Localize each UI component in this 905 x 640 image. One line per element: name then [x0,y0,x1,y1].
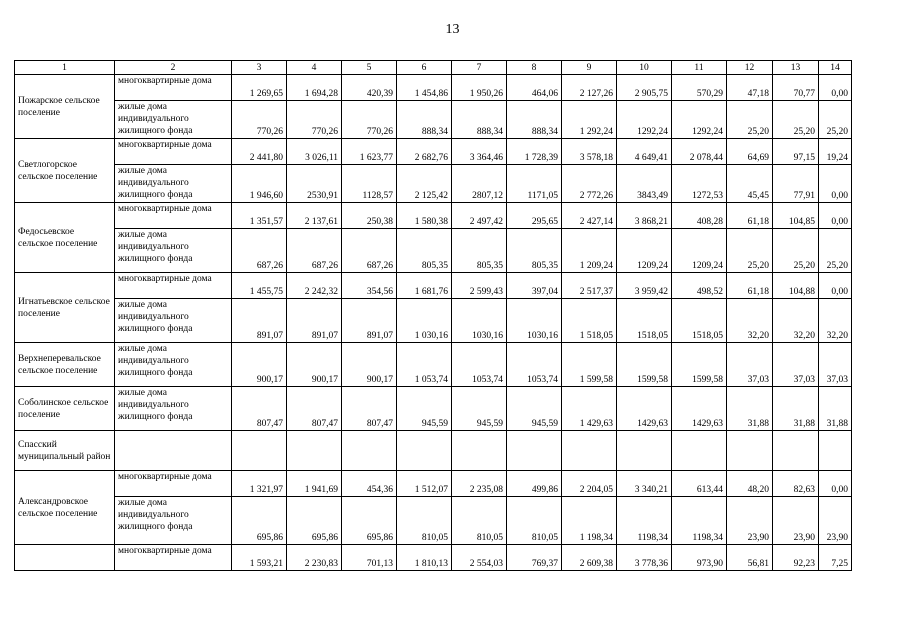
tariff-value-cell: 61,18 [727,273,773,299]
tariff-value-cell: 2 554,03 [452,545,507,571]
tariff-value-cell: 0,00 [819,75,852,101]
tariff-value-cell: 70,77 [773,75,819,101]
tariff-value-cell: 37,03 [819,343,852,387]
tariff-value-cell: 945,59 [397,387,452,431]
tariff-value-cell [342,431,397,471]
tariff-value-cell: 891,07 [342,299,397,343]
housing-type-cell: многоквартирные дома [115,139,232,165]
tariff-value-cell: 2 772,26 [562,165,617,203]
column-number-row [15,61,852,75]
tariff-value-cell: 2 905,75 [617,75,672,101]
municipality-cell: Верхнеперевальское сельское поселение [15,343,115,387]
municipality-cell [15,545,115,571]
tariff-value-cell: 810,05 [507,497,562,545]
table-body [15,75,852,571]
housing-type-cell: многоквартирные дома [115,471,232,497]
tariff-value-cell: 1198,34 [672,497,727,545]
tariff-value-cell: 1 599,58 [562,343,617,387]
tariff-value-cell [562,431,617,471]
table-row [15,431,852,471]
tariff-value-cell: 1 321,97 [232,471,287,497]
tariff-value-cell [232,431,287,471]
tariff-value-cell: 1198,34 [617,497,672,545]
column-number-header: 13 [773,61,819,75]
tariff-value-cell [617,431,672,471]
tariff-value-cell: 1 681,76 [397,273,452,299]
tariff-value-cell: 61,18 [727,203,773,229]
tariff-value-cell: 2 497,42 [452,203,507,229]
municipality-cell: Александровское сельское поселение [15,471,115,545]
tariff-value-cell: 1429,63 [617,387,672,431]
tariff-value-cell: 1272,53 [672,165,727,203]
tariff-value-cell: 701,13 [342,545,397,571]
tariff-value-cell: 695,86 [287,497,342,545]
tariff-value-cell: 2 517,37 [562,273,617,299]
tariff-value-cell: 891,07 [287,299,342,343]
tariff-value-cell: 1128,57 [342,165,397,203]
tariff-value-cell: 45,45 [727,165,773,203]
tariff-value-cell: 973,90 [672,545,727,571]
tariff-value-cell: 2530,91 [287,165,342,203]
tariff-value-cell: 1429,63 [672,387,727,431]
tariff-value-cell: 454,36 [342,471,397,497]
tariff-value-cell: 1030,16 [507,299,562,343]
tariff-value-cell: 1 198,34 [562,497,617,545]
column-number-header: 10 [617,61,672,75]
tariff-value-cell: 1518,05 [617,299,672,343]
tariff-value-cell: 770,26 [342,101,397,139]
tariff-value-cell: 1 623,77 [342,139,397,165]
municipality-cell: Игнатьевское сельское поселение [15,273,115,343]
housing-type-cell: жилые дома индивидуального жилищного фонда [115,497,232,545]
tariff-value-cell: 31,88 [727,387,773,431]
tariff-value-cell: 570,29 [672,75,727,101]
tariff-value-cell: 0,00 [819,165,852,203]
tariff-value-cell: 687,26 [342,229,397,273]
housing-type-cell: жилые дома индивидуального жилищного фонда [115,101,232,139]
tariff-value-cell: 695,86 [232,497,287,545]
municipality-cell: Светлогорское сельское поселение [15,139,115,203]
tariff-value-cell: 1 593,21 [232,545,287,571]
tariff-value-cell: 2807,12 [452,165,507,203]
tariff-value-cell: 1 810,13 [397,545,452,571]
tariff-value-cell: 82,63 [773,471,819,497]
tariff-value-cell: 2 125,42 [397,165,452,203]
tariff-value-cell: 354,56 [342,273,397,299]
tariff-value-cell: 3 364,46 [452,139,507,165]
tariff-value-cell: 2 441,80 [232,139,287,165]
tariff-value-cell: 64,69 [727,139,773,165]
tariff-value-cell: 1209,24 [672,229,727,273]
column-number-header: 12 [727,61,773,75]
tariff-value-cell: 1 941,69 [287,471,342,497]
tariff-value-cell: 1 455,75 [232,273,287,299]
column-number-header: 14 [819,61,852,75]
tariff-value-cell: 1 351,57 [232,203,287,229]
tariff-value-cell: 2 204,05 [562,471,617,497]
tariff-value-cell: 1209,24 [617,229,672,273]
tariff-value-cell: 420,39 [342,75,397,101]
housing-type-cell: многоквартирные дома [115,203,232,229]
tariff-value-cell: 1 728,39 [507,139,562,165]
tariff-value-cell: 1053,74 [507,343,562,387]
tariff-value-cell: 2 230,83 [287,545,342,571]
tariff-value-cell: 31,88 [773,387,819,431]
tariff-value-cell: 104,85 [773,203,819,229]
tariff-value-cell: 77,91 [773,165,819,203]
tariff-value-cell: 19,24 [819,139,852,165]
tariff-value-cell: 25,20 [727,229,773,273]
table-row [15,75,852,101]
tariff-value-cell: 25,20 [727,101,773,139]
tariff-value-cell: 295,65 [507,203,562,229]
tariff-value-cell: 1 292,24 [562,101,617,139]
tariff-value-cell: 23,90 [773,497,819,545]
tariff-value-cell: 807,47 [232,387,287,431]
tariff-value-cell: 23,90 [727,497,773,545]
tariff-value-cell: 3 959,42 [617,273,672,299]
tariff-value-cell: 97,15 [773,139,819,165]
tariff-value-cell: 1171,05 [507,165,562,203]
tariff-value-cell [287,431,342,471]
housing-type-cell: жилые дома индивидуального жилищного фонда [115,299,232,343]
tariff-value-cell: 25,20 [773,101,819,139]
tariff-value-cell [672,431,727,471]
table-row [15,203,852,229]
tariff-value-cell: 891,07 [232,299,287,343]
column-number-header: 11 [672,61,727,75]
tariff-value-cell: 92,23 [773,545,819,571]
tariff-value-cell: 397,04 [507,273,562,299]
tariff-value-cell: 2 078,44 [672,139,727,165]
municipality-cell: Пожарское сельское поселение [15,75,115,139]
tariff-value-cell: 1030,16 [452,299,507,343]
tariff-value-cell [727,431,773,471]
tariff-value-cell: 769,37 [507,545,562,571]
tariff-value-cell: 1 209,24 [562,229,617,273]
column-number-header: 2 [115,61,232,75]
tariff-value-cell: 32,20 [773,299,819,343]
tariff-value-cell [507,431,562,471]
tariff-value-cell: 945,59 [507,387,562,431]
tariff-value-cell: 37,03 [773,343,819,387]
tariff-value-cell: 2 137,61 [287,203,342,229]
tariff-value-cell: 37,03 [727,343,773,387]
table-row [15,387,852,431]
tariff-value-cell: 25,20 [773,229,819,273]
tariff-value-cell: 7,25 [819,545,852,571]
tariff-value-cell [452,431,507,471]
tariff-value-cell: 2 609,38 [562,545,617,571]
tariff-value-cell: 408,28 [672,203,727,229]
tariff-value-cell: 770,26 [232,101,287,139]
tariff-value-cell: 1599,58 [617,343,672,387]
tariff-value-cell: 2 599,43 [452,273,507,299]
column-number-header: 7 [452,61,507,75]
table-row [15,229,852,273]
tariff-table [14,60,852,571]
tariff-value-cell: 807,47 [287,387,342,431]
column-number-header: 5 [342,61,397,75]
tariff-value-cell: 1292,24 [617,101,672,139]
tariff-value-cell: 945,59 [452,387,507,431]
tariff-value-cell: 1 694,28 [287,75,342,101]
tariff-value-cell: 31,88 [819,387,852,431]
tariff-value-cell [773,431,819,471]
municipality-cell: Спасский муниципальный район [15,431,115,471]
column-number-header: 8 [507,61,562,75]
housing-type-cell: многоквартирные дома [115,545,232,571]
tariff-value-cell: 3 868,21 [617,203,672,229]
tariff-value-cell: 1 454,86 [397,75,452,101]
tariff-value-cell: 0,00 [819,203,852,229]
tariff-value-cell: 888,34 [452,101,507,139]
tariff-value-cell: 464,06 [507,75,562,101]
table-row [15,273,852,299]
tariff-value-cell: 1053,74 [452,343,507,387]
municipality-cell: Федосьевское сельское поселение [15,203,115,273]
table-row [15,343,852,387]
tariff-value-cell: 0,00 [819,471,852,497]
housing-type-cell: жилые дома индивидуального жилищного фонда [115,165,232,203]
tariff-value-cell: 48,20 [727,471,773,497]
tariff-value-cell: 1 512,07 [397,471,452,497]
tariff-value-cell: 1 429,63 [562,387,617,431]
column-number-header: 6 [397,61,452,75]
tariff-value-cell: 2 682,76 [397,139,452,165]
tariff-value-cell: 770,26 [287,101,342,139]
tariff-value-cell: 695,86 [342,497,397,545]
tariff-value-cell: 498,52 [672,273,727,299]
tariff-value-cell: 900,17 [232,343,287,387]
tariff-value-cell: 613,44 [672,471,727,497]
tariff-value-cell: 2 427,14 [562,203,617,229]
housing-type-cell: жилые дома индивидуального жилищного фонда [115,229,232,273]
tariff-value-cell: 25,20 [819,229,852,273]
tariff-value-cell: 810,05 [452,497,507,545]
tariff-value-cell: 1 580,38 [397,203,452,229]
table-row [15,101,852,139]
tariff-value-cell: 32,20 [727,299,773,343]
tariff-value-cell: 1599,58 [672,343,727,387]
tariff-value-cell: 4 649,41 [617,139,672,165]
tariff-value-cell: 805,35 [452,229,507,273]
tariff-value-cell: 47,18 [727,75,773,101]
column-number-header: 3 [232,61,287,75]
housing-type-cell: жилые дома индивидуального жилищного фонда [115,343,232,387]
tariff-value-cell: 805,35 [507,229,562,273]
tariff-value-cell: 3 026,11 [287,139,342,165]
tariff-value-cell: 23,90 [819,497,852,545]
tariff-value-cell: 1 946,60 [232,165,287,203]
tariff-value-cell: 3 578,18 [562,139,617,165]
municipality-cell: Соболинское сельское поселение [15,387,115,431]
tariff-value-cell [397,431,452,471]
table-row [15,471,852,497]
housing-type-cell [115,431,232,471]
tariff-value-cell: 25,20 [819,101,852,139]
table-row [15,165,852,203]
tariff-value-cell: 499,86 [507,471,562,497]
housing-type-cell: многоквартирные дома [115,273,232,299]
table-row [15,497,852,545]
tariff-value-cell: 1 030,16 [397,299,452,343]
tariff-value-cell: 1 269,65 [232,75,287,101]
column-number-header: 9 [562,61,617,75]
column-number-header: 4 [287,61,342,75]
tariff-value-cell: 32,20 [819,299,852,343]
tariff-value-cell: 900,17 [342,343,397,387]
tariff-value-cell: 1 950,26 [452,75,507,101]
tariff-value-cell: 810,05 [397,497,452,545]
tariff-value-cell: 888,34 [397,101,452,139]
tariff-value-cell: 687,26 [287,229,342,273]
housing-type-cell: многоквартирные дома [115,75,232,101]
tariff-value-cell: 3 340,21 [617,471,672,497]
table-row [15,299,852,343]
tariff-value-cell: 56,81 [727,545,773,571]
tariff-value-cell: 900,17 [287,343,342,387]
housing-type-cell: жилые дома индивидуального жилищного фонда [115,387,232,431]
tariff-value-cell: 250,38 [342,203,397,229]
page-number: 13 [445,22,460,37]
tariff-value-cell: 807,47 [342,387,397,431]
tariff-value-cell: 1292,24 [672,101,727,139]
tariff-value-cell [819,431,852,471]
tariff-value-cell: 3843,49 [617,165,672,203]
tariff-value-cell: 0,00 [819,273,852,299]
tariff-value-cell: 888,34 [507,101,562,139]
tariff-value-cell: 1 053,74 [397,343,452,387]
tariff-value-cell: 2 235,08 [452,471,507,497]
table-row [15,545,852,571]
tariff-value-cell: 1 518,05 [562,299,617,343]
tariff-value-cell: 3 778,36 [617,545,672,571]
tariff-value-cell: 687,26 [232,229,287,273]
tariff-value-cell: 104,88 [773,273,819,299]
tariff-value-cell: 1518,05 [672,299,727,343]
tariff-value-cell: 2 127,26 [562,75,617,101]
table-row [15,139,852,165]
tariff-value-cell: 805,35 [397,229,452,273]
column-number-header: 1 [15,61,115,75]
tariff-value-cell: 2 242,32 [287,273,342,299]
